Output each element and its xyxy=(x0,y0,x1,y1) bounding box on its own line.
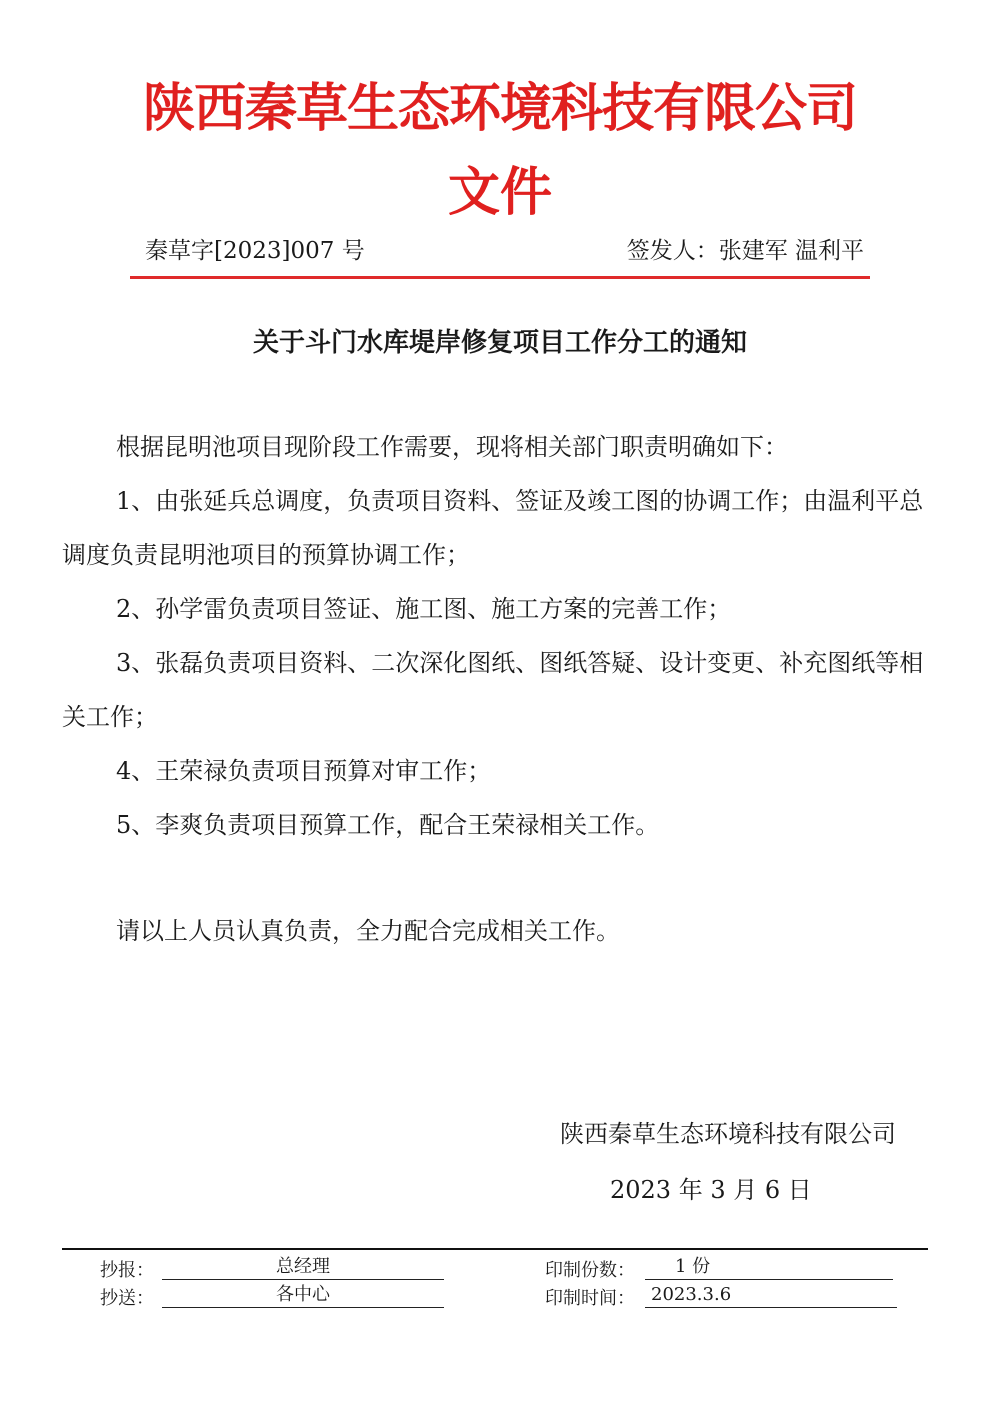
print-time-value: 2023.3.6 xyxy=(645,1283,897,1308)
document-type-heading: 文件 xyxy=(447,163,552,223)
send-to-label: 抄送： xyxy=(100,1288,154,1309)
duty-item-5: 5、李爽负责项目预算工作，配合王荣禄相关工作。 xyxy=(116,811,660,839)
footer-organization: 陕西秦草生态环境科技有限公司 xyxy=(560,1120,896,1148)
report-to-label: 抄报： xyxy=(100,1260,154,1281)
intro-paragraph: 根据昆明池项目现阶段工作需要，现将相关部门职责明确如下： xyxy=(116,433,788,461)
duty-item-3: 3、张磊负责项目资料、二次深化图纸、图纸答疑、设计变更、补充图纸等相关工作； xyxy=(62,649,924,731)
send-to-value: 各中心 xyxy=(162,1283,444,1308)
document-number: 秦草字[2023]007 号 xyxy=(145,238,365,264)
copies-label: 印制份数： xyxy=(545,1260,635,1281)
red-divider xyxy=(130,276,870,279)
copies-value: 1 份 xyxy=(645,1255,893,1280)
notice-title: 关于斗门水库堤岸修复项目工作分工的通知 xyxy=(252,328,747,358)
duty-item-1: 1、由张延兵总调度，负责项目资料、签证及竣工图的协调工作；由温利平总调度负责昆明池项目的预算协调工作； xyxy=(62,487,924,569)
issuer-organization-heading: 陕西秦草生态环境科技有限公司 xyxy=(142,79,857,139)
duty-item-2: 2、孙学雷负责项目签证、施工图、施工方案的完善工作； xyxy=(116,595,732,623)
closing-paragraph: 请以上人员认真负责，全力配合完成相关工作。 xyxy=(116,917,620,945)
issue-date: 2023 年 3 月 6 日 xyxy=(610,1176,812,1204)
report-to-value: 总经理 xyxy=(162,1255,444,1280)
signer: 签发人：张建军 温利平 xyxy=(626,238,864,264)
print-time-label: 印制时间： xyxy=(545,1288,635,1309)
black-divider xyxy=(62,1248,928,1250)
duty-item-4: 4、王荣禄负责项目预算对审工作； xyxy=(116,757,492,785)
